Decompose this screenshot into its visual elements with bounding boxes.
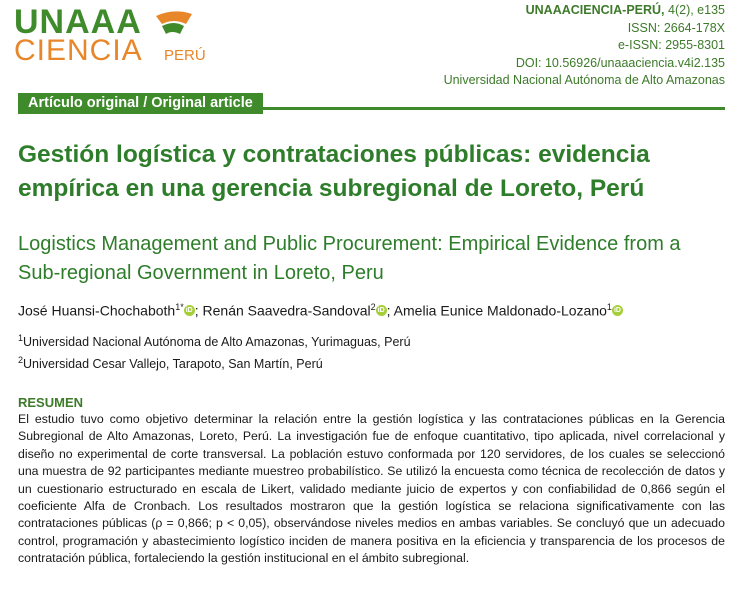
logo-line-1: UNAAA — [14, 3, 142, 41]
issn: ISSN: 2664-178X — [627, 20, 725, 35]
publisher-university: Universidad Nacional Autónoma de Alto Amazonas — [443, 73, 725, 87]
abstract-text: El estudio tuvo como objetivo determinar la relación entre la gestión logística y las contrataciones públicas en la Gerencia Subregional de Alto Amazonas, Loreto, Perú. La investigación fue de enfoque cuantitativo, tipo aplicada, nivel correlacional y diseño no experimental de corte transversal. La población estuvo conformada por 120 servidores, de los cuales se seleccionó una muestra de 92 participantes mediante muestreo probabilístico. Se utilizó la encuesta como técnica de recolección de datos y un cuestionario estructurado en escala de Likert, validado mediante juicio de expertos y con confiabilidad de 0,866 según el coeficiente Alfa de Cronbach. Los resultados mostraron que la gestión logística se relaciona significativamente con las contrataciones públicas (ρ = 0,866; p < 0,05), observándose niveles medios en ambas variables. Se concluyó que un adecuado control, programación y abastecimiento logístico inciden de manera positiva en la eficiencia y transparencia de los procesos de contratación pública, fortaleciendo la gestión institucional en el ámbito subregional. — [18, 412, 725, 566]
eissn: e-ISSN: 2955-8301 — [617, 38, 725, 52]
author-affiliation-mark: 2 — [370, 302, 376, 312]
journal-volume: 4(2), e135 — [664, 3, 725, 17]
author-affiliation-mark: 1 — [606, 302, 612, 312]
author-name: José Huansi-Chochaboth — [18, 302, 176, 319]
affiliation-item — [18, 352, 411, 374]
logo-line-2: CIENCIA — [14, 34, 143, 67]
orcid-icon[interactable]: iD — [185, 306, 193, 314]
affiliations — [18, 330, 411, 373]
abstract-heading: RESUMEN — [18, 395, 84, 410]
affiliation-text: Universidad Nacional Autónoma de Alto Amazonas, Yurimaguas, Perú — [23, 335, 411, 350]
doi-link[interactable]: DOI: 10.56926/unaaaciencia.v4i2.135 — [515, 55, 725, 70]
affiliation-number: 1 — [18, 333, 24, 343]
title-english: Logistics Management and Public Procurement: Empirical Evidence from a Sub-regional Government in Loreto, Peru — [18, 233, 681, 284]
affiliation-item — [18, 330, 411, 352]
author-separator: ; — [194, 302, 203, 319]
author-name: Renán Saavedra-Sandoval — [202, 302, 371, 319]
author-list — [18, 297, 728, 321]
logo-line-3: PERÚ — [164, 47, 206, 64]
author-name: Amelia Eunice Maldonado-Lozano — [393, 302, 607, 319]
author-separator: ; — [386, 302, 394, 319]
affiliation-number: 2 — [18, 354, 24, 365]
affiliation-text: Universidad Cesar Vallejo, Tarapoto, San Martín, Perú — [23, 356, 323, 371]
journal-name: UNAAACIENCIA-PERÚ, — [525, 3, 665, 17]
journal-logo — [14, 4, 214, 74]
article-type-badge: Artículo original / Original article — [18, 93, 263, 114]
orcid-icon[interactable]: iD — [377, 306, 385, 314]
logo-mark-icon — [154, 10, 194, 40]
journal-meta — [444, 2, 725, 90]
orcid-icon[interactable]: iD — [613, 306, 621, 314]
title-spanish: Gestión logística y contrataciones públicas: evidencia empírica en una gerencia subregional de Loreto, Perú — [18, 141, 650, 202]
author-affiliation-mark: 1* — [175, 302, 184, 312]
